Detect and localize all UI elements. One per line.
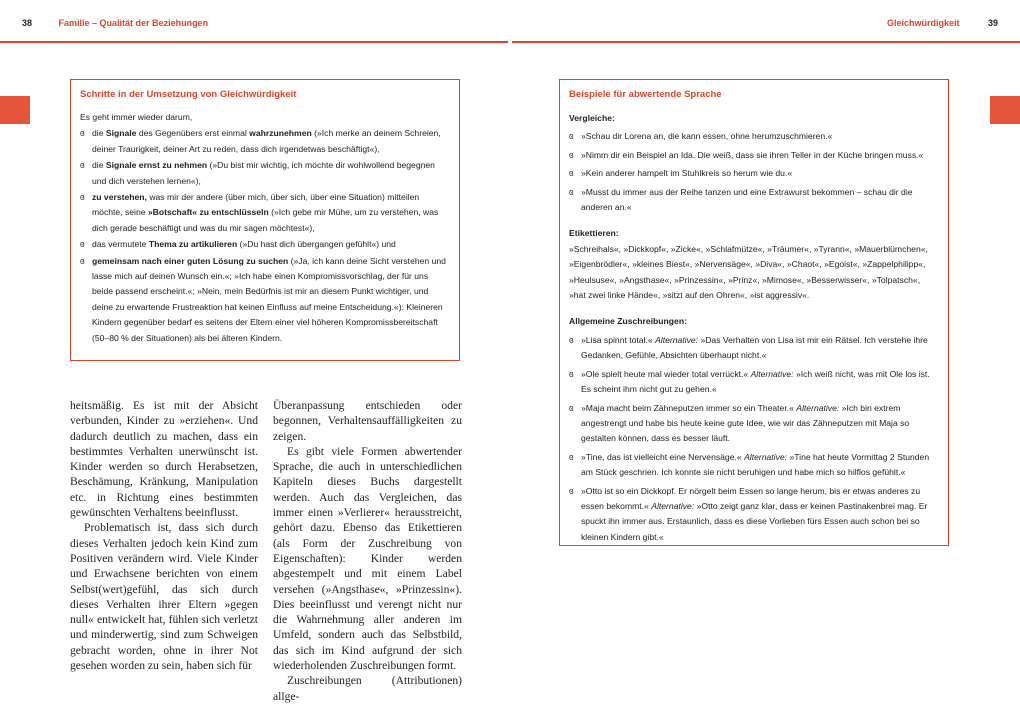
zuschreibung-quote: »Ole spielt heute mal wieder total verrückt.« — [581, 368, 751, 379]
left-thumb-tab — [0, 96, 30, 124]
step-keyword: Signale — [105, 128, 137, 139]
vergleich-item: ɞ »Nimm dir ein Beispiel an Ida. Die weiß, dass sie ihren Teller in der Küche bringen muss.« — [569, 148, 939, 163]
alternative-text: »Otto zeigt ganz klar, dass er keinen Pastinakenbrei mag. Er spuckt ihn immer aus. Erstaunlich, dass es diese Vorlieben fürs Essen auch schon bei so kleinen Kindern gibt.« — [581, 500, 928, 542]
step-text: das vermutete — [92, 239, 149, 250]
left-running-head: Familie – Qualität der Beziehungen — [58, 18, 209, 28]
right-page-header — [887, 18, 998, 28]
right-page-number: 39 — [987, 18, 998, 28]
step-text: (»Du hast dich übergangen gefühlt«) und — [237, 239, 396, 250]
body-paragraph: Zuschreibungen (Attributionen) allge- — [273, 674, 462, 703]
right-header-rule — [512, 41, 1020, 43]
step-text: die — [92, 160, 106, 171]
left-page-number: 38 — [22, 18, 33, 28]
step-item — [80, 158, 450, 189]
step-text: (»Ja, ich kann deine Sicht verstehen und lasse mich auf deinen Wunsch ein.«; »Ich habe einen Kompromissvorschlag, der für uns beide passend erscheint.«; »Nein, mein Bedürfnis ist mir an diesem Punkt wichtiger, und deine zu erwartende Frustreaktion hat keinen Einfluss auf meine Entscheidung.«): Kleineren Kindern gegenüber bedarf es seitens der Eltern einer viel höheren Kompromissbereitschaft (50–80 % der Situationen) als bei älteren Kindern. — [92, 255, 446, 343]
vergleiche-heading: Vergleiche: — [569, 113, 615, 123]
alternative-text: »Ich bin extrem angestrengt und habe bis heute keine gute Idee, wie wir das Zähneputzen mit Maja so gestalten können, dass es besser läuft. — [581, 402, 910, 444]
etiketten-heading: Etikettieren: — [569, 228, 619, 239]
left-header-rule — [0, 41, 508, 43]
vergleich-item: ɞ »Kein anderer hampelt im Stuhlkreis so herum wie du.« — [569, 166, 939, 181]
step-keyword: »Botschaft« zu entschlüsseln — [147, 207, 269, 218]
right-thumb-tab — [990, 96, 1020, 124]
steps-intro: Es geht immer wieder darum, — [80, 112, 193, 122]
step-item — [80, 190, 450, 236]
alternative-label: Alternative: — [655, 334, 699, 345]
zuschreibungen-heading: Allgemeine Zuschreibungen: — [569, 316, 687, 327]
zuschreibungen-list — [569, 333, 939, 545]
steps-list — [80, 126, 450, 346]
zuschreibung-item — [569, 484, 939, 546]
zuschreibung-quote: »Maja macht beim Zähneputzen immer so ein Theater.« — [581, 402, 797, 413]
step-text: was mir der andere (über mich, über sich, über eine Situation) mitteilen möchte, seine — [92, 192, 420, 218]
zuschreibung-item — [569, 450, 939, 481]
step-item — [80, 237, 450, 252]
alternative-label: Alternative: — [796, 402, 840, 413]
etiketten-text: »Schreihals«, »Dickkopf«, »Zicke«, »Schlafmütze«, »Träumer«, »Tyrann«, »Mauerblümchen«, »Eigenbrödler«, »kleines Biest«, »Nervensäge«, »Diva«, »Chaot«, »Egoist«, »Zappelphilipp«, »Heulsuse«, »Angsthase«, »Prinzessin«, »Prinz«, »Mimose«, »Besserwisser«, »Tolpatsch«, »hat zwei linke Hände«, »sitzt auf den Ohren«, »ist aggressiv«. — [569, 243, 928, 301]
alternative-label: Alternative: — [750, 368, 794, 379]
zuschreibung-item — [569, 367, 939, 398]
alternative-text: »Tine hat heute Vormittag 2 Stunden am Stück geschrien. Ich konnte sie nicht beruhigen und habe mich so hilflos gefühlt.« — [581, 451, 930, 478]
body-paragraph: Problematisch ist, dass sich durch dieses Verhalten jedoch kein Kind zum Positiven verändern wird. Viele Kinder und Erwachsene berichten von einem Selbst(wert)gefühl, das sich durch dieses Verhalten ihrer Eltern »gegen null« entwickelt hat, fühlen sich verletzt und minderwertig, sind zum Schweigen gebracht worden, ohne in ihrer Not gesehen worden zu sein, haben sich für — [70, 521, 258, 673]
step-item — [80, 126, 450, 157]
alternative-text: »Das Verhalten von Lisa ist mir ein Rätsel. Ich verstehe ihre Gedanken, Gefühle, Absichten überhaupt nicht.« — [581, 334, 928, 361]
zuschreibung-quote: »Otto ist so ein Dickkopf. Er nörgelt beim Essen so lange herum, bis er etwas anderes zu essen bekommt.« — [581, 485, 921, 511]
vergleich-item: ɞ »Musst du immer aus der Reihe tanzen und eine Extrawurst bekommen – schau dir die anderen an.« — [569, 185, 939, 216]
step-text: des Gegenübers erst einmal — [136, 128, 250, 139]
step-text: (»Du bist mir wichtig, ich möchte dir wohlwollend begegnen und dich verstehen lernen«), — [92, 160, 435, 186]
step-keyword: Thema zu artikulieren — [148, 239, 238, 250]
step-keyword: zu verstehen, — [92, 192, 147, 203]
examples-box — [559, 79, 949, 546]
examples-box-title: Beispiele für abwertende Sprache — [569, 89, 722, 100]
body-paragraph: Es gibt viele Formen abwertender Sprache, die auch in unterschiedlichen Kapiteln dieses Buchs dargestellt werden. Auch das Vergleichen, das immer einen »Verlierer« herausstreicht, gehört dazu. Ebenso das Etikettieren (als Form der Zuschreibung von Eigenschaften): Kinder werden abgestempelt und mit einem Label versehen (»Angsthase«, »Prinzessin«). Dies beeinflusst und verengt nicht nur die Wahrnehmung aller anderen im Umfeld, sondern auch das Selbstbild, das sich im Kind aufgrund der sich wiederholenden Zuschreibungen formt. — [273, 444, 462, 673]
zuschreibung-quote: »Tine, das ist vielleicht eine Nervensäge.« — [581, 451, 745, 462]
step-keyword: gemeinsam nach einer guten Lösung zu suchen — [92, 255, 289, 266]
body-paragraph: heitsmäßig. Es ist mit der Absicht verbunden, Kinder zu »erziehen«. Und dadurch deutlich zu machen, dass ein bestimmtes Verhalten unerwünscht ist. Kinder werden so durch Herabsetzen, Beschämung, Kränkung, Manipulation etc. in Richtung eines bestimmten gewünschten Verhaltens beeinflusst. — [70, 399, 258, 520]
zuschreibung-quote: »Lisa spinnt total.« — [581, 334, 656, 345]
step-item — [80, 254, 450, 346]
step-keyword: wahrzunehmen — [249, 128, 312, 139]
step-keyword: Signale ernst zu nehmen — [105, 160, 208, 171]
body-paragraph: Überanpassung entschieden oder begonnen, Verhaltensauffälligkeiten zu zeigen. — [273, 399, 462, 443]
left-page-header — [22, 18, 208, 28]
alternative-label: Alternative: — [744, 451, 788, 462]
steps-box — [70, 79, 460, 361]
zuschreibung-item — [569, 333, 939, 364]
zuschreibung-item — [569, 401, 939, 447]
step-text: (»Ich gebe mir Mühe, um zu verstehen, was dich gerade beschäftigt und was du mir sagen möchtest«), — [92, 207, 439, 233]
alternative-label: Alternative: — [651, 500, 695, 511]
alternative-text: »Ich weiß nicht, was mit Ole los ist. Es scheint ihm nicht gut zu gehen.« — [581, 368, 930, 395]
body-column-2 — [273, 398, 462, 704]
step-text: die — [92, 128, 106, 139]
right-running-head: Gleichwürdigkeit — [886, 18, 960, 28]
step-text: (»Ich merke an deinem Schreien, deiner Traurigkeit, deiner Art zu reden, dass dich irgendetwas beschäftigt«), — [92, 128, 441, 154]
vergleich-item: ɞ »Schau dir Lorena an, die kann essen, ohne herumzuschmieren.« — [569, 129, 939, 144]
steps-box-title: Schritte in der Umsetzung von Gleichwürdigkeit — [80, 89, 297, 100]
body-column-1 — [70, 398, 258, 673]
